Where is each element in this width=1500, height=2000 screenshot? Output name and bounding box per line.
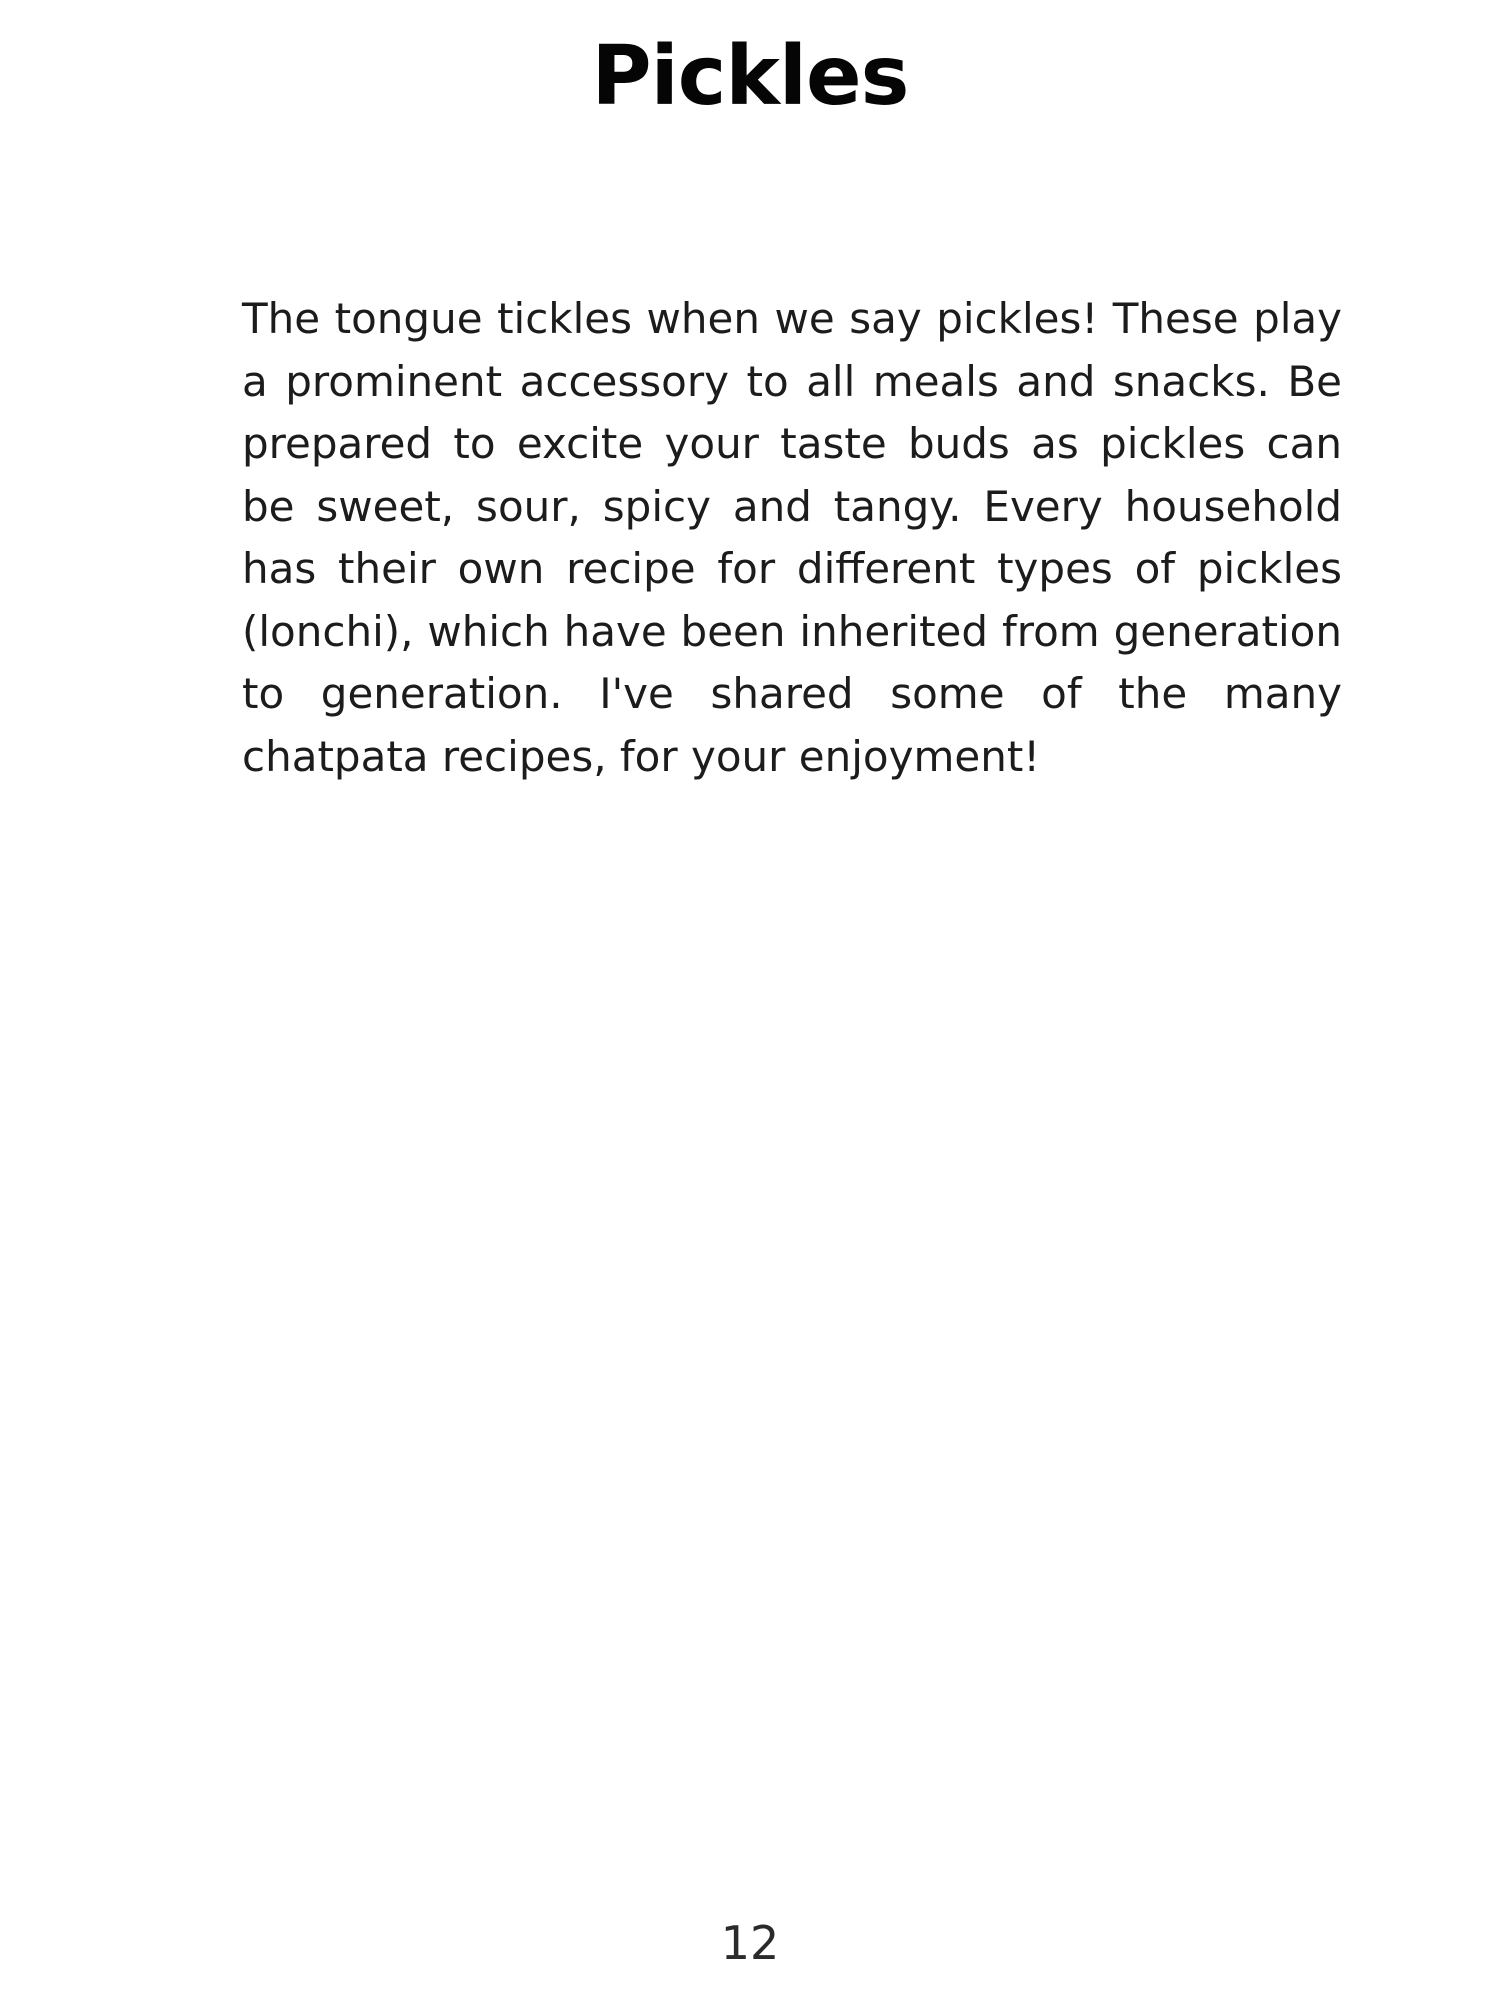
page-number: 12: [720, 1916, 780, 1970]
page-title: Pickles: [591, 29, 909, 124]
intro-paragraph: The tongue tickles when we say pickles! These play a prominent accessory to all meals and snacks. Be prepared to excite your taste buds as pickles can be sweet, sour, spicy and tangy. Every household has their own recipe for different types of pickles (lonchi), which have been inherited from generation to generation. I've shared some of the many chatpata recipes, for your enjoyment!: [242, 294, 1342, 781]
